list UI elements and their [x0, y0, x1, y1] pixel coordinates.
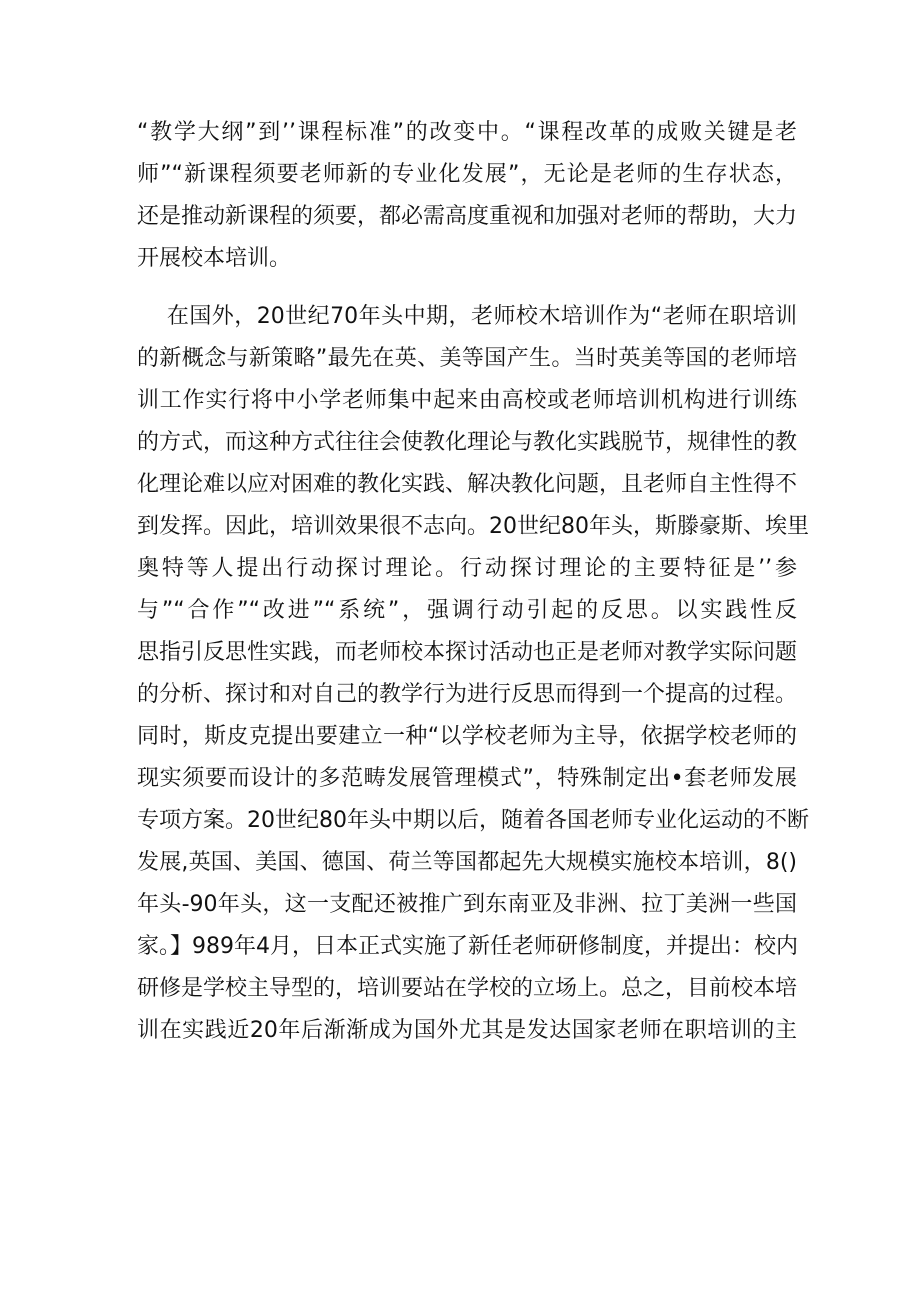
- paragraph-gap: [137, 280, 797, 296]
- text-line: 到发挥。因此，培训效果很不志向。20世纪80年头，斯滕豪斯、埃里: [137, 514, 809, 539]
- text-line: 奥特等人提出行动探讨理论。行动探讨理论的主要特征是’’参: [137, 556, 797, 581]
- text-line: 的方式，而这种方式往往会使教化理论与教化实践脱节，规律性的教: [137, 430, 798, 455]
- text-line: 开展校本培训。: [137, 246, 292, 271]
- paragraph-1: [137, 112, 797, 280]
- text-line: 训工作实行将中小学老师集中起来由高校或老师培训机构进行训练: [137, 388, 797, 413]
- text-line: 师”“新课程须要老师新的专业化发展”，无论是老师的生存状态，: [137, 162, 797, 187]
- body-text: [137, 112, 809, 1052]
- text-line: 研修是学校主导型的，培训要站在学校的立场上。总之，目前校本培: [137, 976, 798, 1001]
- text-line: 与”“合作”“改进”“系统”，强调行动引起的反思。以实践性反: [137, 598, 797, 623]
- text-line: 发展,英国、美国、德国、荷兰等国都起先大规模实施校本培训，8(): [137, 850, 797, 875]
- text-line: 的新概念与新策略”最先在英、美等国产生。当时英美等国的老师培: [137, 346, 797, 371]
- text-line: 训在实践近20年后渐渐成为国外尤其是发达国家老师在职培训的主: [137, 1018, 797, 1043]
- text-line: 化理论难以应对困难的教化实践、解决教化问题，且老师自主性得不: [137, 472, 798, 497]
- text-line: 家。】989年4月，日本正式实施了新任老师研修制度，并提出：校内: [137, 934, 798, 959]
- text-line: 还是推动新课程的须要，都必需高度重视和加强对老师的帮助，大力: [137, 204, 798, 229]
- text-line: 在国外，20世纪70年头中期，老师校木培训作为“老师在职培训: [137, 304, 797, 329]
- text-line: 现实须要而设计的多范畴发展管理模式”，特殊制定出•套老师发展: [137, 766, 797, 791]
- text-line: “教学大纲”到’’课程标准”的改变中。“课程改革的成败关键是老: [137, 120, 797, 145]
- text-line: 年头-90年头，这一支配还被推广到东南亚及非洲、拉丁美洲一些国: [137, 892, 797, 917]
- paragraph-2: [137, 296, 809, 1052]
- text-line: 的分析、探讨和对自己的教学行为进行反思而得到一个提高的过程。: [137, 682, 798, 707]
- text-line: 专项方案。20世纪80年头中期以后，随着各国老师专业化运动的不断: [137, 808, 809, 833]
- text-line: 思指引反思性实践，而老师校本探讨活动也正是老师对教学实际问题: [137, 640, 798, 665]
- text-line: 同时，斯皮克提出要建立一种“以学校老师为主导，依据学校老师的: [137, 724, 797, 749]
